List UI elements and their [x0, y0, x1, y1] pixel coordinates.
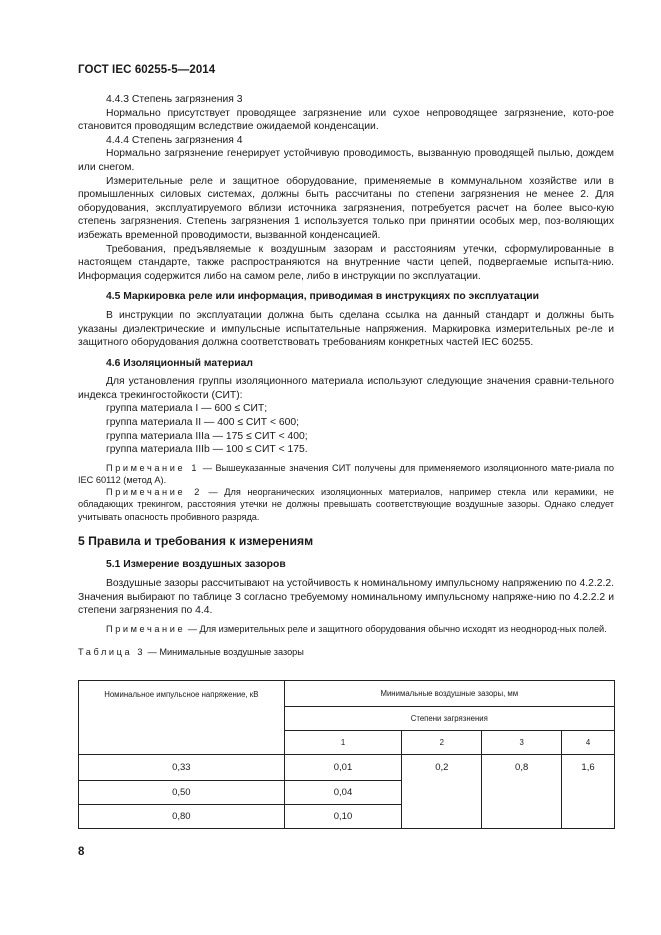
section-4-4-4-text: Нормально загрязнение генерирует устойчивую проводимость, вызванную проводящей пылью, дождем или снегом. [78, 148, 614, 173]
degree-header: 3 [482, 731, 562, 755]
cell-degree-1: 0,04 [284, 781, 402, 805]
note-2 [78, 486, 614, 523]
document-header: ГОСТ IEC 60255-5—2014 [78, 64, 216, 76]
note-3-label: Примечание [106, 623, 186, 634]
material-group-item: группа материала I — 600 ≤ СИТ; [106, 403, 268, 415]
paragraph-requirements: Требования, предъявляемые к воздушным зазорам и расстояниям утечки, сформулированные в настоящем стандарте, также распространяются на внутренние части цепей, подвергаемые испыта-нию. Информация содержится либо на самом реле, либо в инструкции по эксплуатации. [78, 243, 614, 282]
note-1 [78, 462, 614, 486]
cell-degree-1: 0,01 [284, 755, 402, 781]
cell-degree-1: 0,10 [284, 805, 402, 829]
note-1-label: Примечание 1 [106, 462, 200, 473]
subheader-pollution-degrees: Степени загрязнения [284, 707, 614, 731]
note-2-text: — Для неорганических изоляционных материалов, например стекла или керамики, не обладающих трекингом, расстояния утечки не должны превышать соответствующие воздушные зазоры. Однако следует учитывать опасность пробивного разряда. [78, 487, 614, 522]
section-4-4-3-title: 4.4.3 Степень загрязнения 3 [106, 94, 243, 105]
cell-voltage: 0,50 [79, 781, 285, 805]
section-4-6-heading: 4.6 Изоляционный материал [106, 357, 253, 369]
cell-voltage: 0,33 [79, 755, 285, 781]
cell-degree-3: 0,8 [482, 755, 562, 829]
section-5-1-text: Воздушные зазоры рассчитывают на устойчивость к номинальному импульсному напряжению по 4.2.2.2. Значения выбирают по таблице 3 согласно требуемому номинальному импульсному напряже-нию по 4.2.2.2 и степени загрязнения по 4.4. [78, 578, 614, 617]
note-3-text: — Для измерительных реле и защитного оборудования обычно исходят из неоднород-ных полей. [185, 623, 607, 634]
degree-header: 4 [562, 731, 615, 755]
page-number: 8 [78, 846, 85, 858]
document-body [78, 93, 614, 667]
section-5-heading: 5 Правила и требования к измерениям [78, 533, 314, 548]
note-2-label: Примечание 2 [106, 487, 203, 498]
section-4-5-heading: 4.5 Маркировка реле или информация, приводимая в инструкциях по эксплуатации [106, 291, 539, 303]
cell-degree-2: 0,2 [402, 755, 482, 829]
degree-header: 2 [402, 731, 482, 755]
col-header-voltage: Номинальное импульсное напряжение, кВ [79, 681, 285, 755]
note-1-text: — Вышеуказанные значения СИТ получены для применяемого изоляционного мате-риала по IEC 60112 (метод А). [78, 462, 614, 486]
table-caption [78, 646, 614, 660]
paragraph-measuring-relays: Измерительные реле и защитное оборудование, применяемые в коммунальном хозяйстве или в промышленных силовых системах, должны быть рассчитаны по степени загрязнения не менее 2. Для оборудования, эксплуатируемого вблизи источника загрязнения, потребуется расчет на более высо-кую степень загрязнения. Степень загрязнения 1 используется только при принятии особых мер, поз-воляющих избежать временной проводимости, вызванной конденсацией. [78, 175, 614, 241]
material-group-item: группа материала IIIb — 100 ≤ СИТ < 175. [106, 444, 308, 456]
col-header-clearances: Минимальные воздушные зазоры, мм [284, 681, 614, 707]
table-caption-label: Таблица 3 [78, 647, 146, 658]
section-4-6-text: Для установления группы изоляционного материала используют следующие значения сравни-тельного индекса трекингостойкости (СИТ): [78, 376, 614, 401]
cell-voltage: 0,80 [79, 805, 285, 829]
cell-degree-4: 1,6 [562, 755, 615, 829]
section-4-4-3-text: Нормально присутствует проводящее загрязнение или сухое непроводящее загрязнение, кото-рое становится проводящим вследствие ожидаемой конденсации. [78, 107, 614, 133]
material-group-item: группа материала IIIa — 175 ≤ СИТ < 400; [106, 430, 308, 442]
section-5-1-heading: 5.1 Измерение воздушных зазоров [106, 559, 286, 571]
section-4-4-4-title: 4.4.4 Степень загрязнения 4 [106, 134, 243, 146]
material-group-item: группа материала II — 400 ≤ СИТ < 600; [106, 417, 300, 429]
table-caption-title: — Минимальные воздушные зазоры [145, 647, 304, 658]
note-3 [78, 623, 614, 635]
clearance-table [78, 680, 615, 829]
table-row [79, 755, 615, 781]
section-4-5-text: В инструкции по эксплуатации должна быть сделана ссылка на данный стандарт и должны быть указаны диэлектрические и импульсные испытательные напряжения. Маркировка измерительных ре-ле и защитного оборудования должна соответствовать требованиям конкретных частей IEC 60255. [78, 309, 614, 349]
degree-header: 1 [284, 731, 402, 755]
